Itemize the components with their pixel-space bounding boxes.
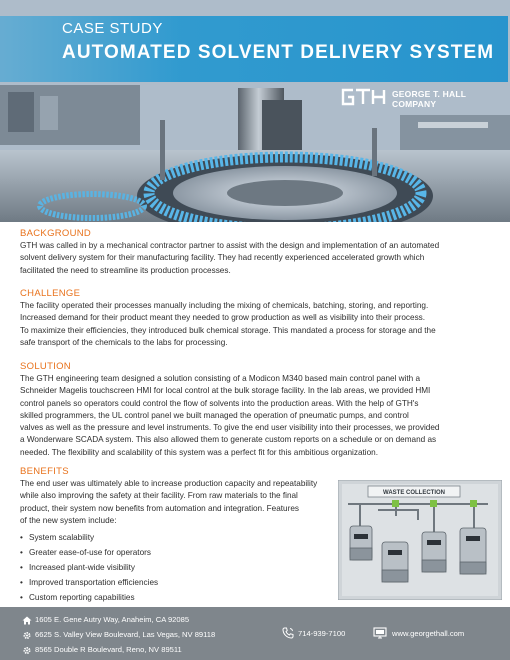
list-item: • Increased plant-wide visibility xyxy=(20,561,332,576)
footer-address-reno: 8565 Double R Boulevard, Reno, NV 89511 xyxy=(35,645,182,654)
body-line: To maximize their efficiencies, they introduced bulk chemical storage. This mandated a process for storage and the xyxy=(20,325,436,335)
footer-address-anaheim: 1605 E. Gene Autry Way, Anaheim, CA 92085 xyxy=(35,615,190,624)
body-line: The facility operated their processes manually including the mixing of chemicals, batching, storing, and reporting. xyxy=(20,301,429,310)
footer-phone[interactable]: 714-939-7100 xyxy=(298,629,346,638)
scada-title: WASTE COLLECTION xyxy=(383,490,445,496)
body-line: control panels so operators could control the flow of solvents into the production areas. With the help of GTH's xyxy=(20,398,419,408)
benefits-list xyxy=(20,531,332,606)
logo-company-suffix: COMPANY xyxy=(392,99,437,109)
list-item: • System scalability xyxy=(20,531,332,546)
list-item: • Greater ease-of-use for operators xyxy=(20,546,332,561)
body-line: product, their system now benefits from automation and integration. Features xyxy=(20,503,299,513)
body-line: GTH was called in by a mechanical contractor partner to assist with the design and implementation of an automated xyxy=(20,241,440,250)
section-heading: CHALLENGE xyxy=(20,288,81,299)
section-body xyxy=(20,240,490,277)
list-item: • Custom reporting capabilities xyxy=(20,591,332,606)
list-item: • Improved transportation efficiencies xyxy=(20,576,332,591)
case-study-eyebrow: CASE STUDY xyxy=(62,20,163,37)
section-body xyxy=(20,300,490,349)
body-line: The GTH engineering team designed a solution consisting of a Modicon M340 based main control panel with a xyxy=(20,374,421,383)
scada-screenshot xyxy=(338,480,502,600)
page-title: AUTOMATED SOLVENT DELIVERY SYSTEM xyxy=(62,42,495,63)
phone-icon xyxy=(282,627,294,639)
body-line: facilitated the need to streamline its production processes. xyxy=(20,265,231,275)
home-icon xyxy=(22,616,32,625)
section-challenge xyxy=(20,288,490,349)
section-heading: BENEFITS xyxy=(20,466,69,477)
body-line: Schneider Magelis touchscreen HMI for local control at the bulk storage facility. In the lab areas, we provided HMI xyxy=(20,386,431,396)
section-solution xyxy=(20,361,490,459)
body-line: safe transport of the chemicals to the labs for processing. xyxy=(20,337,228,347)
logo-company-name: GEORGE T. HALL xyxy=(392,89,467,99)
section-body xyxy=(20,373,490,459)
section-heading: BACKGROUND xyxy=(20,228,92,239)
body-line: Increased demand for their product meant they needed to grow production as well as visibility into their process. xyxy=(20,313,426,323)
gear-icon xyxy=(22,631,32,640)
footer-address-las-vegas: 6625 S. Valley View Boulevard, Las Vegas, NV 89118 xyxy=(35,630,216,639)
section-heading: SOLUTION xyxy=(20,361,71,372)
body-line: solvent delivery system for their manufacturing facility. They had recently experienced accelerated growth which xyxy=(20,253,425,263)
section-body xyxy=(20,478,332,527)
section-benefits xyxy=(20,466,332,606)
monitor-icon xyxy=(373,627,387,639)
body-line: of the new system include: xyxy=(20,515,117,525)
body-line: needed. The flexibility and scalability of this system was a perfect fit for this ambitious organization. xyxy=(20,447,378,457)
section-background xyxy=(20,228,490,277)
body-line: a Wonderware SCADA system. This also allowed them to generate custom reports on a schedule or on demand as xyxy=(20,435,437,445)
hero-banner xyxy=(0,0,510,222)
body-line: valves as well as the pressure and level instruments. To give the end user visibility into their processes, we provided xyxy=(20,423,440,433)
footer-website-link[interactable]: www.georgethall.com xyxy=(392,629,465,638)
body-line: skilled programmers, the UL control panel we built managed the operation of pneumatic pumps, and control xyxy=(20,410,409,420)
footer xyxy=(0,607,510,660)
body-line: while also improving the safety at their facility. From raw materials to the final xyxy=(20,491,298,501)
gth-monogram-icon xyxy=(340,88,386,106)
body-line: The end user was ultimately able to increase production capacity and repeatability xyxy=(20,479,318,488)
gear-icon xyxy=(22,646,32,655)
